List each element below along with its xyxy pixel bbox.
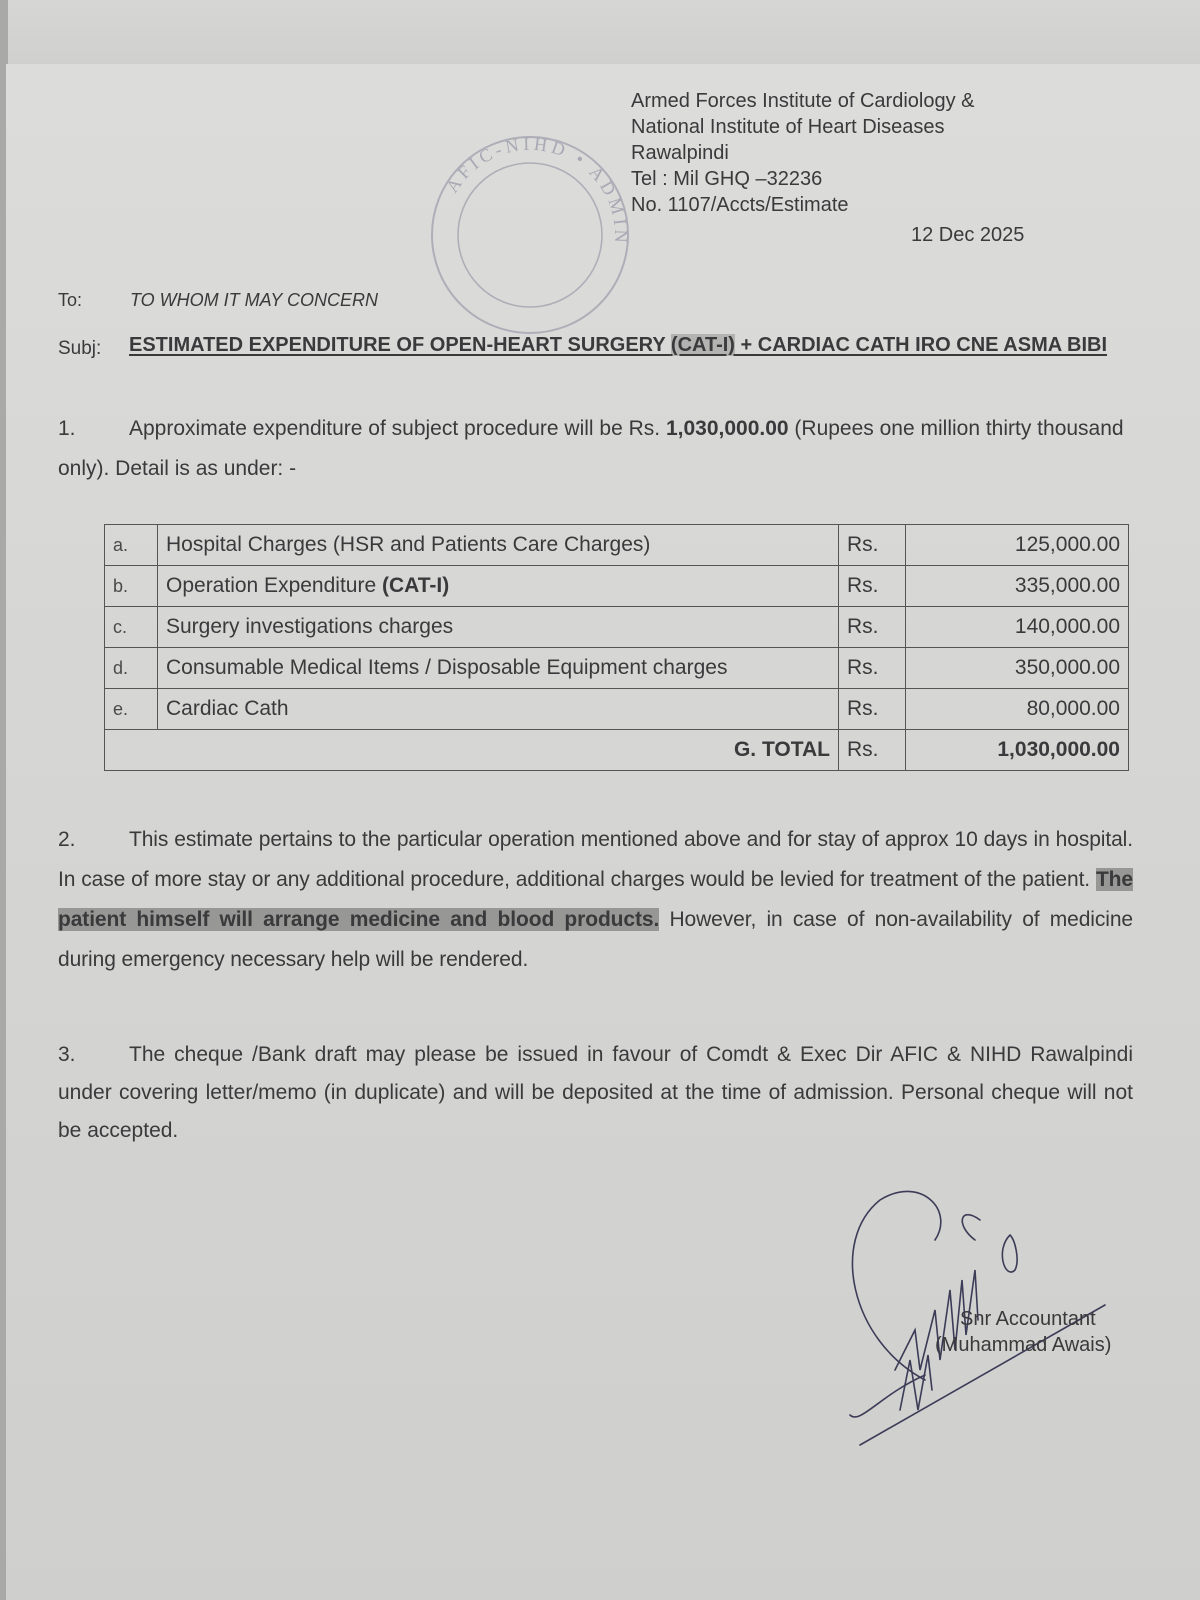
subject-line — [129, 332, 1139, 358]
signatory-block — [935, 1306, 1112, 1358]
paragraph-1 — [58, 409, 1133, 489]
row-currency: Rs. — [839, 525, 906, 566]
subject-label: Subj: — [58, 338, 102, 359]
row-description — [158, 689, 839, 730]
grand-total-currency: Rs. — [839, 730, 906, 771]
row-currency: Rs. — [839, 689, 906, 730]
table-row — [105, 566, 1129, 607]
institute-name-line1: Armed Forces Institute of Cardiology & — [631, 90, 975, 112]
row-description — [158, 525, 839, 566]
paragraph-number: 1. — [58, 417, 76, 440]
letter-date: 12 Dec 2025 — [911, 224, 1025, 246]
signatory-name: (Muhammad Awais) — [935, 1334, 1112, 1356]
row-amount: 335,000.00 — [906, 566, 1129, 607]
signature-stroke — [1002, 1235, 1017, 1272]
row-letter: a. — [105, 525, 158, 566]
recipient: TO WHOM IT MAY CONCERN — [130, 290, 379, 310]
table-row — [105, 648, 1129, 689]
row-letter: c. — [105, 607, 158, 648]
to-label: To: — [58, 290, 83, 310]
row-amount: 350,000.00 — [906, 648, 1129, 689]
paragraph-1-text-a: Approximate expenditure of subject procedure will be Rs. — [129, 417, 666, 440]
signature-stroke — [962, 1215, 980, 1240]
row-letter: e. — [105, 689, 158, 730]
row-description — [158, 566, 839, 607]
grand-total-amount: 1,030,000.00 — [906, 730, 1129, 771]
paragraph-3 — [58, 1036, 1133, 1150]
table-row — [105, 689, 1129, 730]
subject-text-part1: ESTIMATED EXPENDITURE OF OPEN-HEART SURGERY — [129, 334, 671, 356]
paragraph-number: 3. — [58, 1043, 76, 1066]
row-description-bold: (CAT-I) — [381, 574, 450, 597]
signature-scribble — [900, 1355, 932, 1410]
grand-total-label: G. TOTAL — [105, 730, 839, 771]
paragraph-3-text: The cheque /Bank draft may please be issued in favour of Comdt & Exec Dir AFIC & NIHD Rawalpindi under covering letter/memo (in duplicate) and will be deposited at the time of admission. Personal cheque will not be accepted. — [58, 1043, 1133, 1142]
stamp-text: AFIC-NIHD • ADMIN — [441, 133, 632, 247]
institute-telephone: Tel : Mil GHQ –32236 — [631, 168, 823, 190]
row-description-text: Surgery investigations charges — [166, 615, 454, 638]
row-letter: b. — [105, 566, 158, 607]
signature-stroke — [850, 1375, 925, 1417]
table-row — [105, 525, 1129, 566]
institute-city: Rawalpindi — [631, 142, 729, 164]
signature-loop — [852, 1191, 940, 1380]
table-row — [105, 607, 1129, 648]
expenditure-table — [104, 524, 1129, 771]
subject-text-part2: + CARDIAC CATH IRO CNE ASMA BIBI — [734, 334, 1108, 356]
total-amount-inline: 1,030,000.00 — [665, 417, 789, 440]
row-description — [158, 648, 839, 689]
row-amount: 140,000.00 — [906, 607, 1129, 648]
row-description-text: Operation Expenditure — [166, 574, 382, 597]
subject-highlight: (CAT-I) — [670, 334, 735, 356]
row-description-text: Consumable Medical Items / Disposable Equipment charges — [166, 656, 728, 679]
row-currency: Rs. — [839, 607, 906, 648]
letterhead — [631, 88, 974, 218]
paragraph-2 — [58, 820, 1133, 980]
signatory-title: Snr Accountant — [960, 1308, 1096, 1330]
row-description — [158, 607, 839, 648]
row-description-text: Hospital Charges (HSR and Patients Care Charges) — [166, 533, 651, 556]
official-stamp — [425, 130, 635, 340]
row-description-text: Cardiac Cath — [166, 697, 289, 720]
paragraph-2-text-b: However, in case of non-availability of medicine during emergency necessary help will be rendered. — [58, 908, 1133, 971]
paragraph-number: 2. — [58, 828, 76, 851]
row-letter: d. — [105, 648, 158, 689]
paragraph-2-text-a: This estimate pertains to the particular operation mentioned above and for stay of approx 10 days in hospital. In case of more stay or any additional procedure, additional charges would be levied for treatment of the patient. — [58, 828, 1133, 891]
institute-name-line2: National Institute of Heart Diseases — [631, 116, 945, 138]
row-amount: 80,000.00 — [906, 689, 1129, 730]
stamp-inner-ring — [458, 163, 602, 307]
grand-total-row — [105, 730, 1129, 771]
row-amount: 125,000.00 — [906, 525, 1129, 566]
highlighted-note: The patient himself will arrange medicine and blood products. — [58, 868, 1133, 931]
background-sheet — [0, 0, 1200, 66]
reference-number: No. 1107/Accts/Estimate — [631, 194, 849, 216]
row-currency: Rs. — [839, 648, 906, 689]
row-currency: Rs. — [839, 566, 906, 607]
paragraph-1-text-b: (Rupees one million thirty thousand only). Detail is as under: - — [58, 417, 1124, 480]
